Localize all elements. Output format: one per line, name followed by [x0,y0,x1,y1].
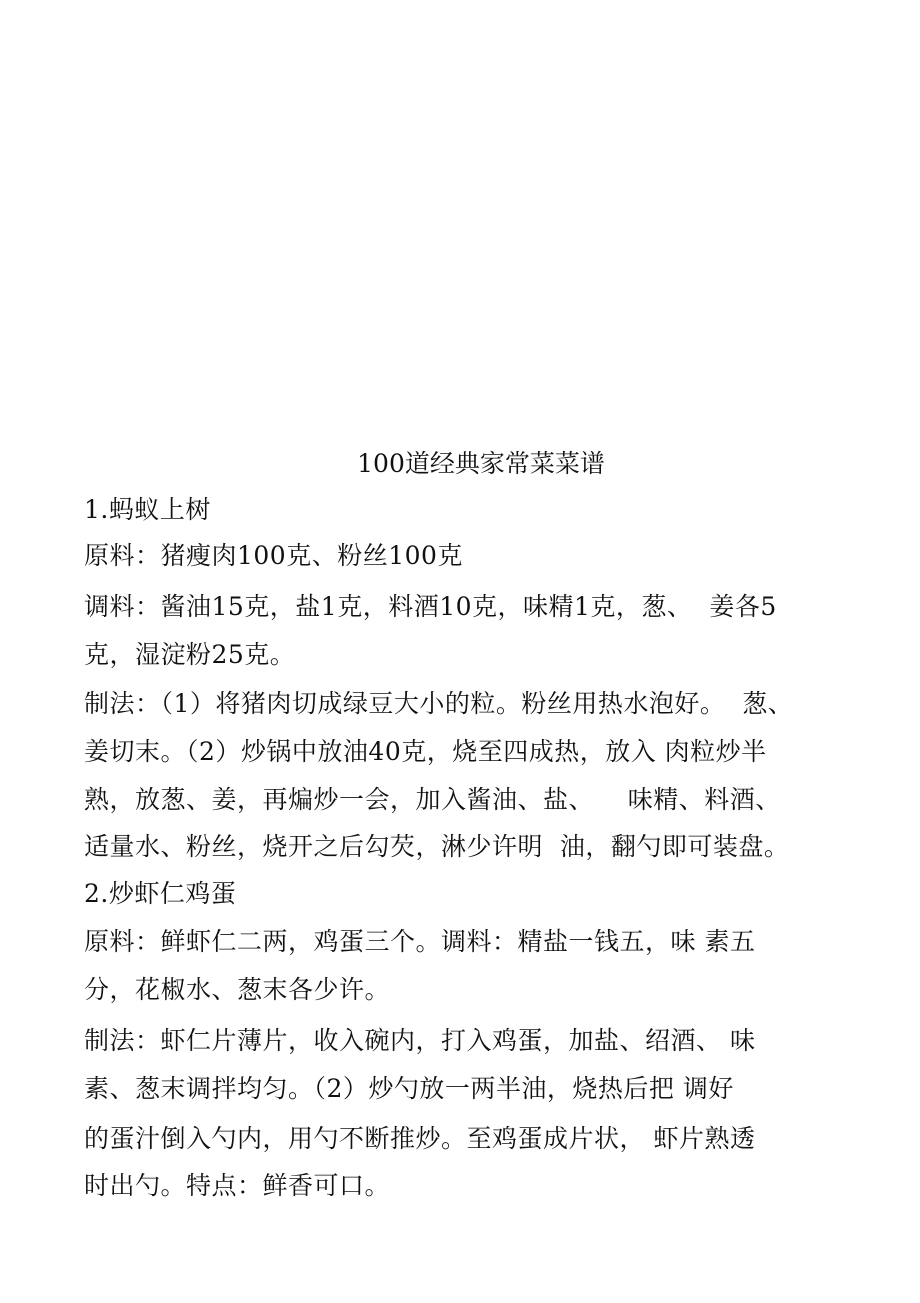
page-title: 100道经典家常菜菜谱 [357,449,605,478]
recipe-1-method-line: 制法：（1）将猪肉切成绿豆大小的粒。粉丝用热水泡好。 葱、 [84,689,794,718]
recipe-1-ingredients: 原料：猪瘦肉100克、粉丝100克 [84,541,463,570]
recipe-heading-1: 1.蚂蚁上树 [84,495,211,524]
recipe-heading-2: 2.炒虾仁鸡蛋 [84,879,237,908]
recipe-2-ingredients: 原料：鲜虾仁二两，鸡蛋三个。调料：精盐一钱五，味 素五 [84,927,756,956]
recipe-2-method-line: 时出勺。特点：鲜香可口。 [84,1171,391,1200]
recipe-2-ingredients: 分，花椒水、葱末各少许。 [84,975,391,1004]
recipe-1-method-line: 姜切末。（2）炒锅中放油40克，烧至四成热，放入 肉粒炒半 [84,737,767,766]
recipe-2-method-line: 素、葱末调拌均匀。（2）炒勺放一两半油，烧热后把 调好 [84,1074,734,1103]
recipe-1-method-line: 熟，放葱、姜，再煸炒一会，加入酱油、盐、 味精、料酒、 [84,785,781,814]
recipe-1-seasoning-line: 调料：酱油15克，盐1克，料酒10克，味精1克，葱、 姜各5 [84,592,777,621]
recipe-2-method-line: 制法：虾仁片薄片，收入碗内，打入鸡蛋，加盐、绍酒、 味 [84,1026,756,1055]
recipe-1-method-line: 适量水、粉丝，烧开之后勾芡，淋少许明 油，翻勺即可装盘。 [84,832,790,861]
recipe-1-seasoning-line: 克，湿淀粉25克。 [84,640,296,669]
recipe-2-method-line: 的蛋汁倒入勺内，用勺不断推炒。至鸡蛋成片状， 虾片熟透 [84,1124,756,1153]
